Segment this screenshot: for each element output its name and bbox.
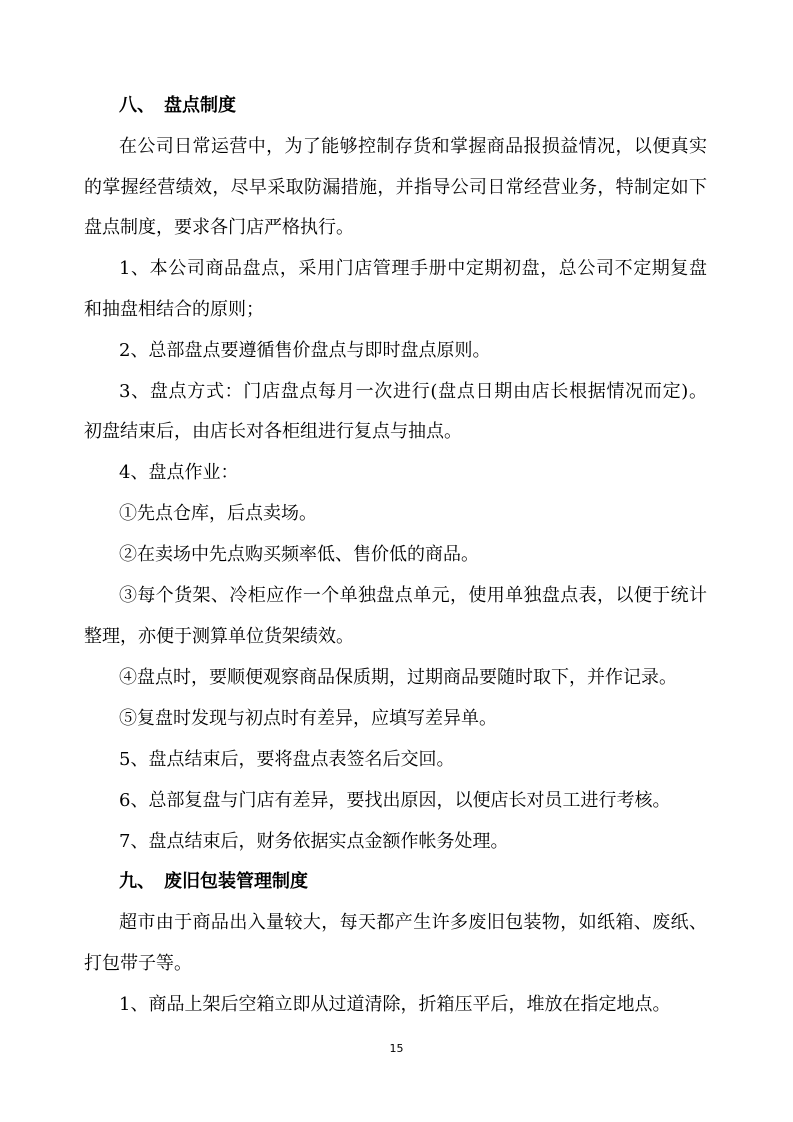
section-8-sub-item-1: ①先点仓库，后点卖场。: [119, 503, 317, 524]
section-9-title: 废旧包装管理制度: [164, 871, 308, 892]
section-8-intro-line-3: 盘点制度，要求各门店严格执行。: [84, 217, 354, 238]
section-8-item-7: 7、盘点结束后，财务依据实点金额作帐务处理。: [119, 831, 509, 852]
section-8-item-6: 6、总部复盘与门店有差异，要找出原因，以便店长对员工进行考核。: [119, 790, 671, 811]
section-8-sub-item-2: ②在卖场中先点购买频率低、售价低的商品。: [119, 544, 479, 565]
section-8-sub-item-5: ⑤复盘时发现与初点时有差异，应填写差异单。: [119, 708, 497, 729]
section-8-sub-item-3-line-2: 整理，亦便于测算单位货架绩效。: [84, 626, 354, 647]
section-8-item-1-line-1: 1、本公司商品盘点，采用门店管理手册中定期初盘，总公司不定期复盘: [119, 258, 707, 279]
section-8-item-4: 4、盘点作业：: [119, 462, 239, 483]
section-9-intro-line-2: 打包带子等。: [84, 953, 192, 974]
section-8-sub-item-4: ④盘点时，要顺便观察商品保质期，过期商品要随时取下，并作记录。: [119, 667, 677, 688]
section-8-item-2: 2、总部盘点要遵循售价盘点与即时盘点原则。: [119, 340, 491, 361]
section-9-number: 九、: [119, 871, 155, 892]
section-8-number: 八、: [119, 95, 155, 116]
section-9-item-1: 1、商品上架后空箱立即从过道清除，折箱压平后，堆放在指定地点。: [119, 994, 671, 1015]
section-8-heading: [119, 95, 236, 117]
section-8-sub-item-3-line-1: ③每个货架、冷柜应作一个单独盘点单元，使用单独盘点表，以便于统计: [119, 585, 707, 606]
section-8-item-1-line-2: 和抽盘相结合的原则；: [84, 299, 264, 320]
section-8-intro-line-2: 的掌握经营绩效，尽早采取防漏措施，并指导公司日常经营业务，特制定如下: [84, 177, 707, 198]
section-8-intro-line-1: 在公司日常运营中，为了能够控制存货和掌握商品报损益情况，以便真实: [119, 136, 707, 157]
section-8-title: 盘点制度: [164, 95, 236, 116]
section-8-item-5: 5、盘点结束后，要将盘点表签名后交回。: [119, 749, 455, 770]
section-8-item-3-line-2: 初盘结束后，由店长对各柜组进行复点与抽点。: [84, 421, 462, 442]
section-9-heading: [119, 871, 308, 893]
section-9-intro-line-1: 超市由于商品出入量较大，每天都产生许多废旧包装物，如纸箱、废纸、: [119, 912, 707, 933]
section-8-item-3-line-1: 3、盘点方式：门店盘点每月一次进行(盘点日期由店长根据情况而定)。: [119, 381, 707, 402]
page-number: 15: [389, 1042, 404, 1055]
